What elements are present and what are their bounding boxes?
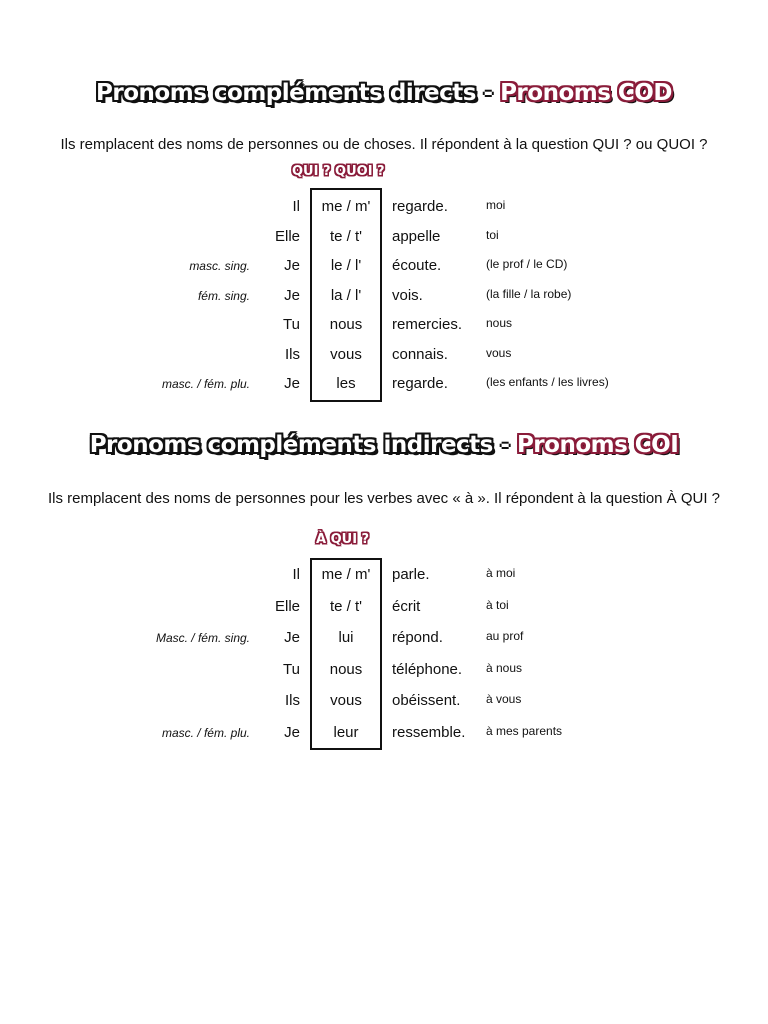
table-row (0, 316, 768, 346)
row-reference: à nous (486, 660, 523, 675)
row-verb: vois. (392, 286, 423, 304)
coi-title-separator: - (500, 432, 510, 458)
table-row (0, 566, 768, 596)
table-row (0, 692, 768, 722)
row-subject: Je (284, 375, 300, 392)
row-note: Masc. / fém. sing. (155, 631, 250, 645)
table-row (0, 724, 768, 754)
row-verb: ressemble. (392, 723, 466, 741)
table-row (0, 598, 768, 628)
row-subject: Tu (283, 660, 300, 678)
row-pronoun: la / l' (330, 286, 362, 304)
row-reference: à moi (486, 566, 516, 580)
cod-title-main: Pronoms compléments directs (96, 80, 476, 106)
row-verb: répond. (392, 629, 443, 646)
row-pronoun: leur (333, 723, 359, 741)
row-pronoun: me / m' (321, 566, 371, 583)
row-subject: Il (292, 198, 300, 215)
row-verb: écoute. (392, 257, 442, 274)
row-reference: (le prof / le CD) (486, 257, 568, 271)
cod-title-accent: Pronoms COD (500, 80, 672, 106)
cod-title-separator: - (483, 80, 493, 106)
row-verb: téléphone. (392, 660, 463, 678)
row-note: masc. / fém. plu. (161, 725, 250, 740)
row-pronoun: te / t' (329, 597, 363, 615)
row-verb: regarde. (392, 375, 448, 392)
row-subject: Je (284, 629, 300, 646)
coi-question-label: À QUI ? (316, 532, 370, 547)
table-row (0, 257, 768, 287)
row-verb: connais. (392, 345, 448, 363)
coi-intro: Ils remplacent des noms de personnes pour les verbes avec « à ». Il répondent à la question À QUI ? (47, 490, 721, 507)
table-row (0, 346, 768, 376)
table-row (0, 228, 768, 258)
cod-intro: Ils remplacent des noms de personnes ou de choses. Il répondent à la question QUI ? ou QUOI ? (60, 136, 708, 153)
row-reference: moi (486, 198, 506, 212)
coi-title-main: Pronoms compléments indirects (89, 432, 493, 458)
coi-heading (0, 432, 768, 458)
row-subject: Ils (285, 692, 300, 709)
row-verb: appelle (392, 227, 441, 245)
row-pronoun: nous (329, 660, 363, 678)
cod-heading (0, 80, 768, 106)
row-subject: Ils (285, 345, 300, 363)
coi-title-accent: Pronoms COI (516, 432, 679, 458)
row-pronoun: le / l' (330, 257, 362, 274)
row-reference: à toi (486, 597, 509, 612)
table-row (0, 375, 768, 405)
row-reference: au prof (486, 629, 524, 643)
row-reference: (les enfants / les livres) (486, 375, 609, 389)
row-subject: Elle (274, 597, 300, 615)
row-subject: Elle (274, 227, 300, 245)
table-row (0, 661, 768, 691)
row-verb: parle. (392, 566, 430, 583)
row-pronoun: te / t' (329, 227, 363, 245)
cod-question-label: QUI ? QUOI ? (292, 164, 385, 179)
row-subject: Je (284, 723, 300, 741)
row-verb: obéissent. (392, 692, 461, 709)
table-row (0, 629, 768, 659)
row-pronoun: me / m' (321, 198, 371, 215)
row-note: masc. sing. (189, 259, 250, 273)
row-reference: toi (486, 227, 499, 242)
row-pronoun: les (336, 375, 356, 392)
row-subject: Il (292, 566, 300, 583)
row-note: fém. sing. (197, 288, 250, 303)
table-row (0, 287, 768, 317)
row-pronoun: nous (329, 316, 363, 333)
row-reference: à vous (486, 692, 522, 706)
row-verb: remercies. (392, 316, 463, 333)
row-reference: nous (486, 316, 513, 330)
row-note: masc. / fém. plu. (161, 377, 250, 391)
row-pronoun: vous (330, 692, 362, 709)
table-row (0, 198, 768, 228)
row-reference: à mes parents (486, 723, 563, 738)
row-subject: Tu (283, 316, 300, 333)
row-reference: vous (486, 345, 512, 360)
row-verb: regarde. (392, 198, 448, 215)
row-verb: écrit (392, 597, 421, 615)
row-pronoun: vous (330, 345, 362, 363)
row-subject: Je (284, 286, 300, 304)
row-subject: Je (284, 257, 300, 274)
row-pronoun: lui (338, 629, 354, 646)
row-reference: (la fille / la robe) (486, 286, 572, 301)
